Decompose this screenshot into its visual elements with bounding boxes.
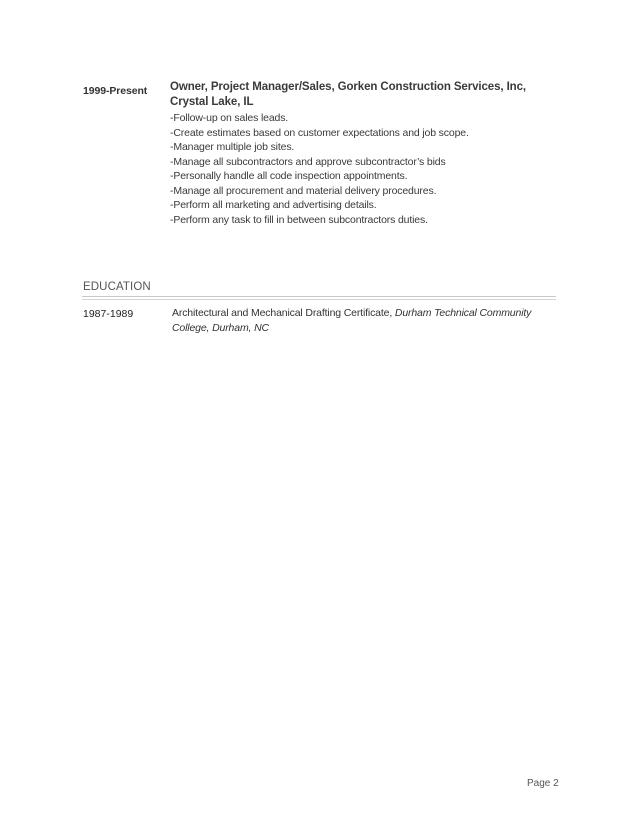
duty-item: -Manage all subcontractors and approve subcontractor’s bids	[170, 155, 446, 168]
duty-list	[170, 111, 550, 227]
duty-item: -Perform any task to fill in between subcontractors duties.	[170, 213, 428, 226]
experience-entry	[170, 80, 550, 227]
duty-item: -Follow-up on sales leads.	[170, 112, 289, 124]
education-entry	[172, 306, 532, 335]
duty-item: -Manage all procurement and material delivery procedures.	[170, 184, 437, 197]
duty-item: -Manager multiple job sites.	[170, 141, 295, 153]
duty-item: -Personally handle all code inspection appointments.	[170, 170, 408, 182]
institution-name: Durham Technical Community College, Durham, NC	[172, 307, 532, 334]
education-heading: EDUCATION	[83, 281, 151, 293]
experience-title: Owner, Project Manager/Sales, Gorken Construction Services, Inc, Crystal Lake, IL	[170, 81, 526, 108]
page-number: Page 2	[527, 778, 559, 789]
education-date: 1987-1989	[83, 308, 134, 320]
section-divider	[82, 296, 556, 297]
experience-date: 1999-Present	[83, 85, 148, 97]
duty-item: -Create estimates based on customer expectations and job scope.	[170, 126, 469, 139]
section-divider	[82, 299, 556, 300]
certificate-name: Architectural and Mechanical Drafting Certificate,	[172, 307, 393, 319]
duty-item: -Perform all marketing and advertising details.	[170, 199, 377, 211]
